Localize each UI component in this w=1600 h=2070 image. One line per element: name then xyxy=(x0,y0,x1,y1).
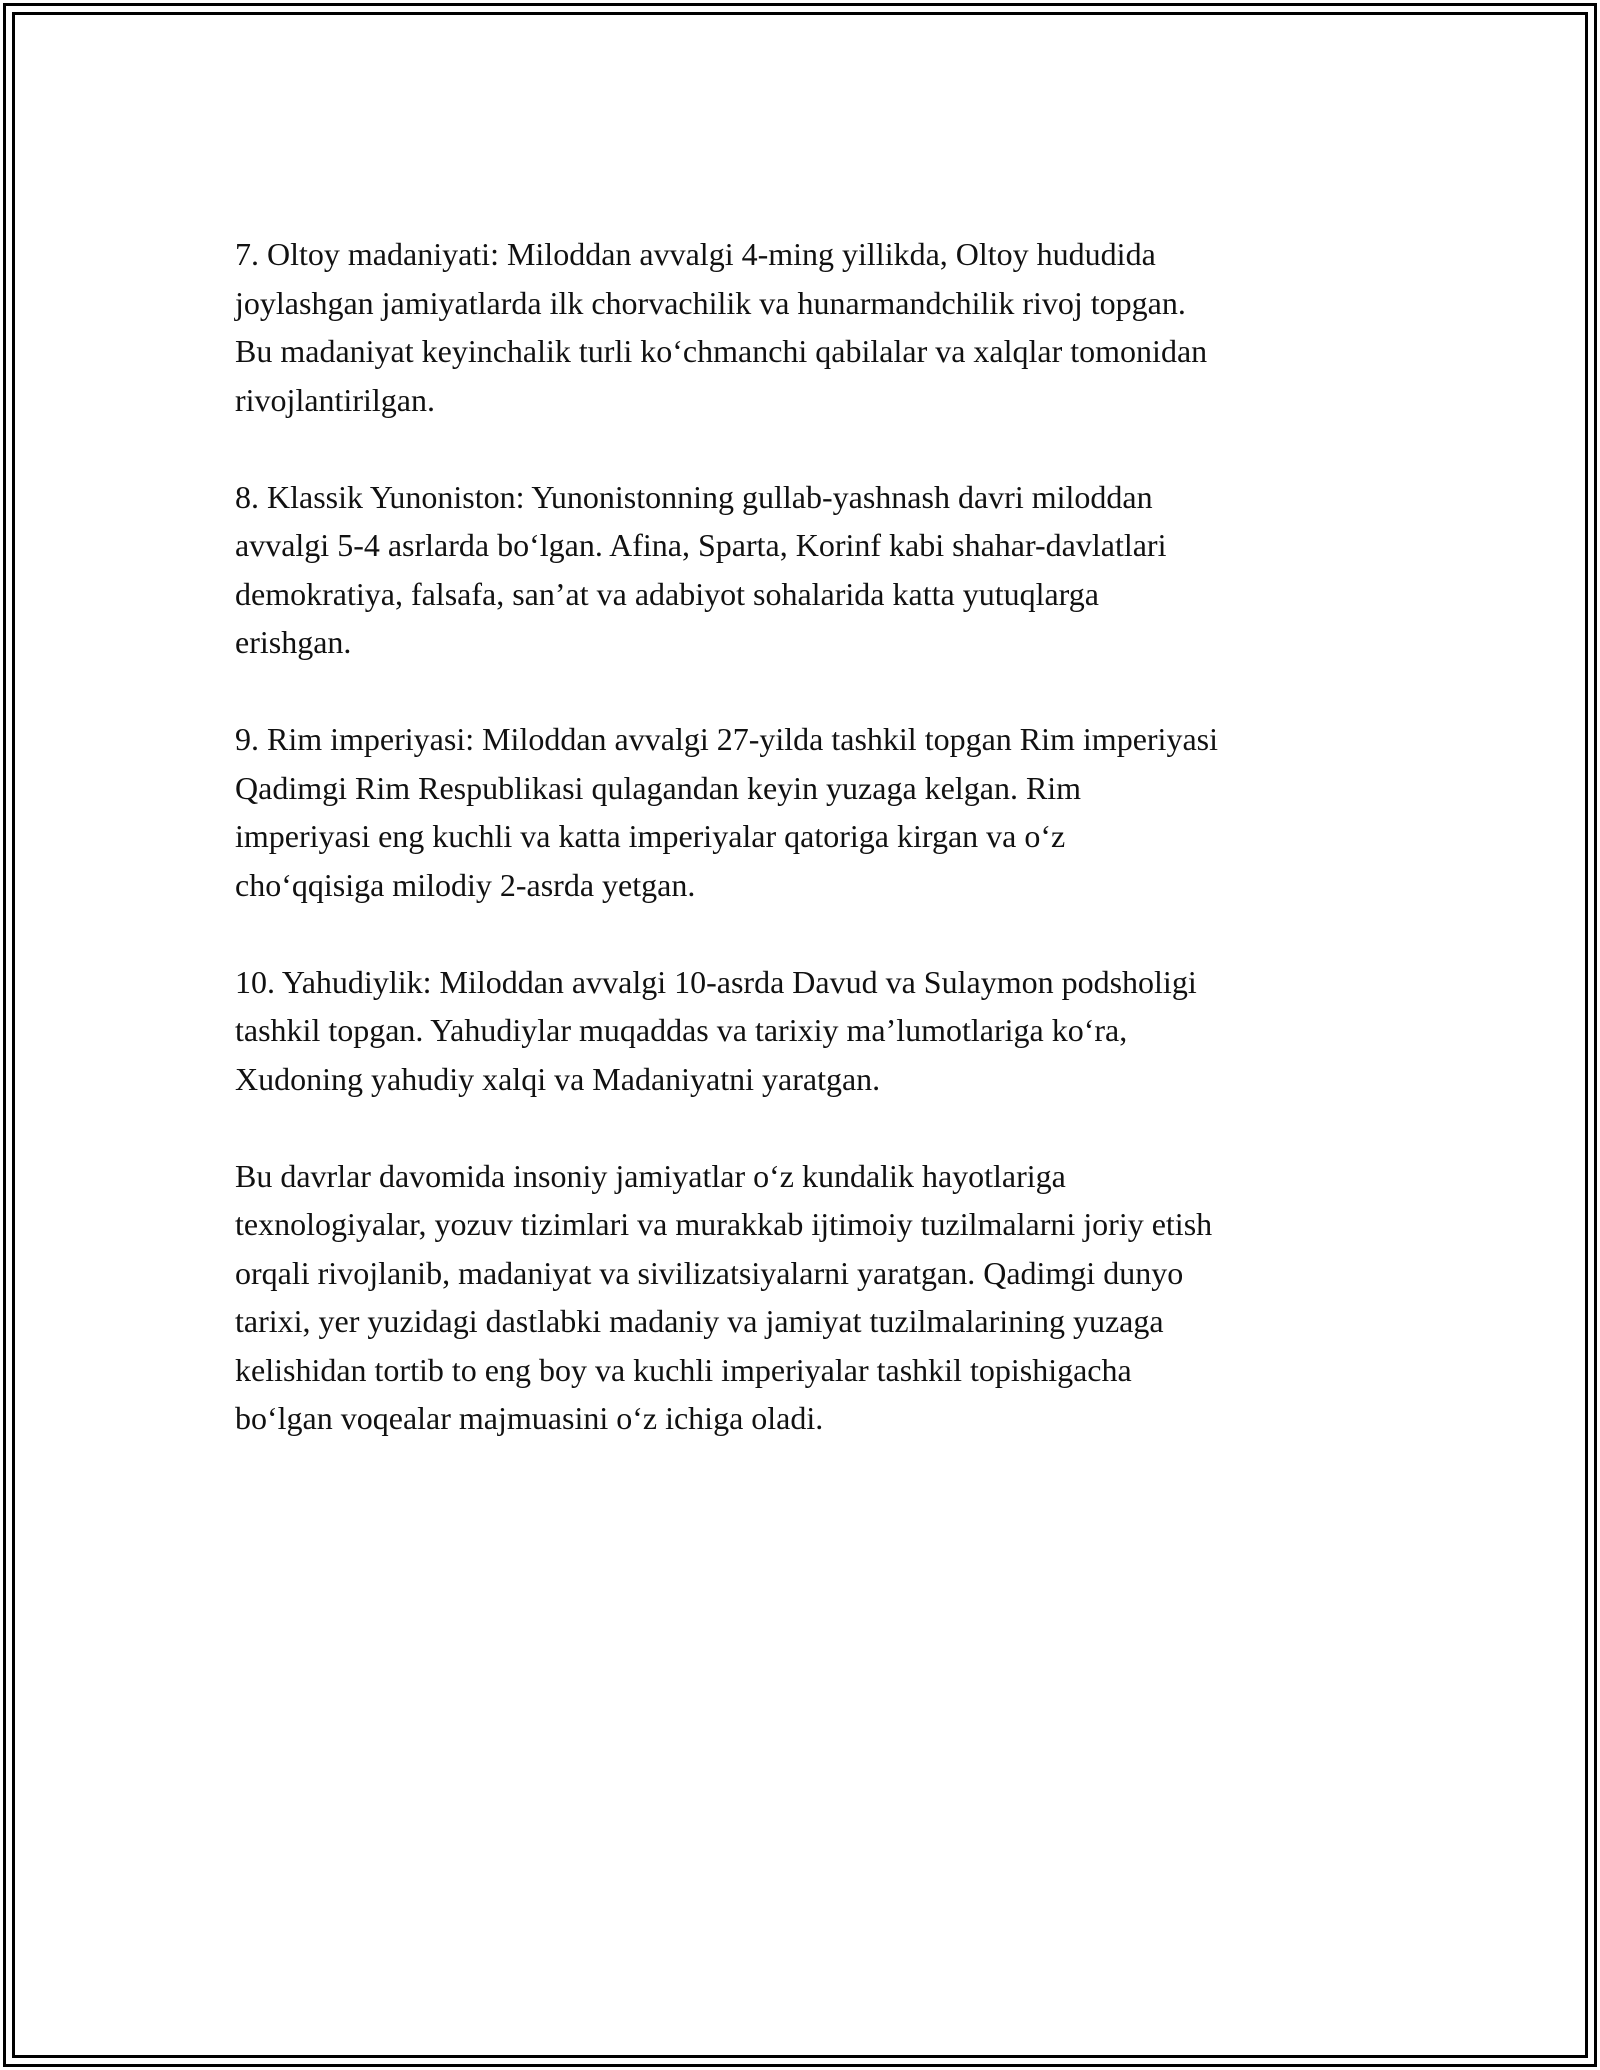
paragraph-yahudiylik: 10. Yahudiylik: Miloddan avvalgi 10-asrda Davud va Sulaymon podsholigi tashkil topgan. Yahudiylar muqaddas va tarixiy ma’lumotlariga ko‘ra, Xudoning yahudiy xalqi va Madaniyatni yaratgan. xyxy=(235,963,1197,1097)
paragraph-rim-imperiyasi: 9. Rim imperiyasi: Miloddan avvalgi 27-yilda tashkil topgan Rim imperiyasi Qadimgi Rim Respublikasi qulagandan keyin yuzaga kelgan. Rim imperiyasi eng kuchli va katta imperiyalar qatoriga kirgan va o‘z cho‘qqisiga milodiy 2-asrda yetgan. xyxy=(235,721,1218,903)
paragraph-oltoy-madaniyati: 7. Oltoy madaniyati: Miloddan avvalgi 4-ming yillikda, Oltoy hududida joylashgan jamiyatlarda ilk chorvachilik va hunarmandchilik rivoj topgan. Bu madaniyat keyinchalik turli ko‘chmanchi qabilalar va xalqlar tomonidan rivojlantirilgan. xyxy=(235,236,1208,418)
paragraph-klassik-yunoniston: 8. Klassik Yunoniston: Yunonistonning gullab-yashnash davri miloddan avvalgi 5-4 asrlarda bo‘lgan. Afina, Sparta, Korinf kabi shahar-davlatlari demokratiya, falsafa, san’at va adabiyot sohalarida katta yutuqlarga erishgan. xyxy=(235,478,1167,660)
document-body xyxy=(235,230,1385,1443)
paragraph-conclusion: Bu davrlar davomida insoniy jamiyatlar o‘z kundalik hayotlariga texnologiyalar, yozuv tizimlari va murakkab ijtimoiy tuzilmalarni joriy etish orqali rivojlanib, madaniyat va sivilizatsiyalarni yaratgan. Qadimgi dunyo tarixi, yer yuzidagi dastlabki madaniy va jamiyat tuzilmalarining yuzaga kelishidan tortib to eng boy va kuchli imperiyalar tashkil topishigacha bo‘lgan voqealar majmuasini o‘z ichiga oladi. xyxy=(235,1157,1213,1436)
